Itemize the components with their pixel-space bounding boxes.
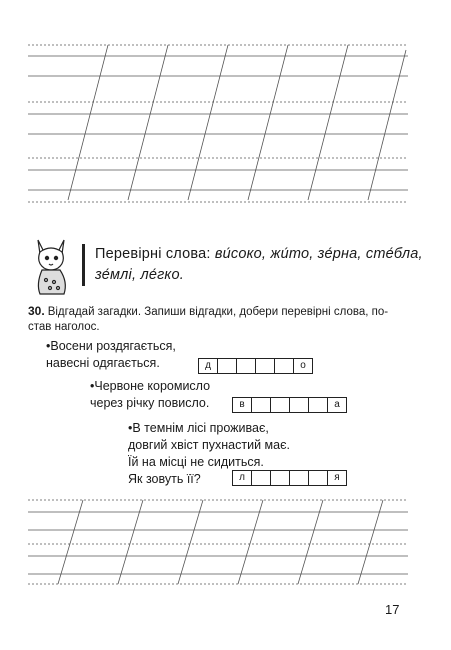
task-number: 30. <box>28 304 45 318</box>
answer-cell[interactable]: я <box>327 470 347 486</box>
writing-lines-top[interactable] <box>28 40 408 210</box>
answer-cell[interactable]: л <box>232 470 252 486</box>
answer-cell[interactable] <box>255 358 275 374</box>
answer-cell[interactable]: д <box>198 358 218 374</box>
check-words-note <box>82 244 425 286</box>
answer-cell[interactable]: а <box>327 397 347 413</box>
answer-cell[interactable] <box>251 397 271 413</box>
check-words-list: ви́соко, жи́то, зе́рна, сте́бла, зе́млі, ле́гко. <box>95 246 423 283</box>
answer-cell[interactable] <box>289 470 309 486</box>
page-number: 17 <box>385 602 400 617</box>
answer-cell[interactable] <box>217 358 237 374</box>
answer-cell[interactable] <box>236 358 256 374</box>
fox-character-icon <box>30 236 74 298</box>
answer-boxes-2[interactable] <box>232 397 346 413</box>
answer-boxes-1[interactable] <box>198 358 312 374</box>
task-30 <box>28 304 410 335</box>
check-words-label: Перевірні слова: <box>95 246 211 262</box>
answer-cell[interactable]: в <box>232 397 252 413</box>
answer-cell[interactable] <box>270 470 290 486</box>
answer-cell[interactable] <box>251 470 271 486</box>
riddle-1: •Восени роздягається, навесні одягається. <box>46 339 176 370</box>
answer-cell[interactable] <box>274 358 294 374</box>
answer-cell[interactable] <box>289 397 309 413</box>
answer-cell[interactable] <box>308 397 328 413</box>
answer-cell[interactable] <box>308 470 328 486</box>
riddle-2: •Червоне коромисло через річку повисло. <box>90 379 211 410</box>
task-instruction: Відгадай загадки. Запиши відгадки, добери перевірні слова, по- став наголос. <box>28 306 389 333</box>
answer-cell[interactable] <box>270 397 290 413</box>
writing-lines-bottom[interactable] <box>28 496 408 586</box>
answer-cell[interactable]: о <box>293 358 313 374</box>
answer-boxes-3[interactable] <box>232 470 346 486</box>
riddle-3: •В темнім лісі проживає, довгий хвіст пухнастий має. Їй на місці не сидиться. Як зовуть її? <box>128 421 290 486</box>
